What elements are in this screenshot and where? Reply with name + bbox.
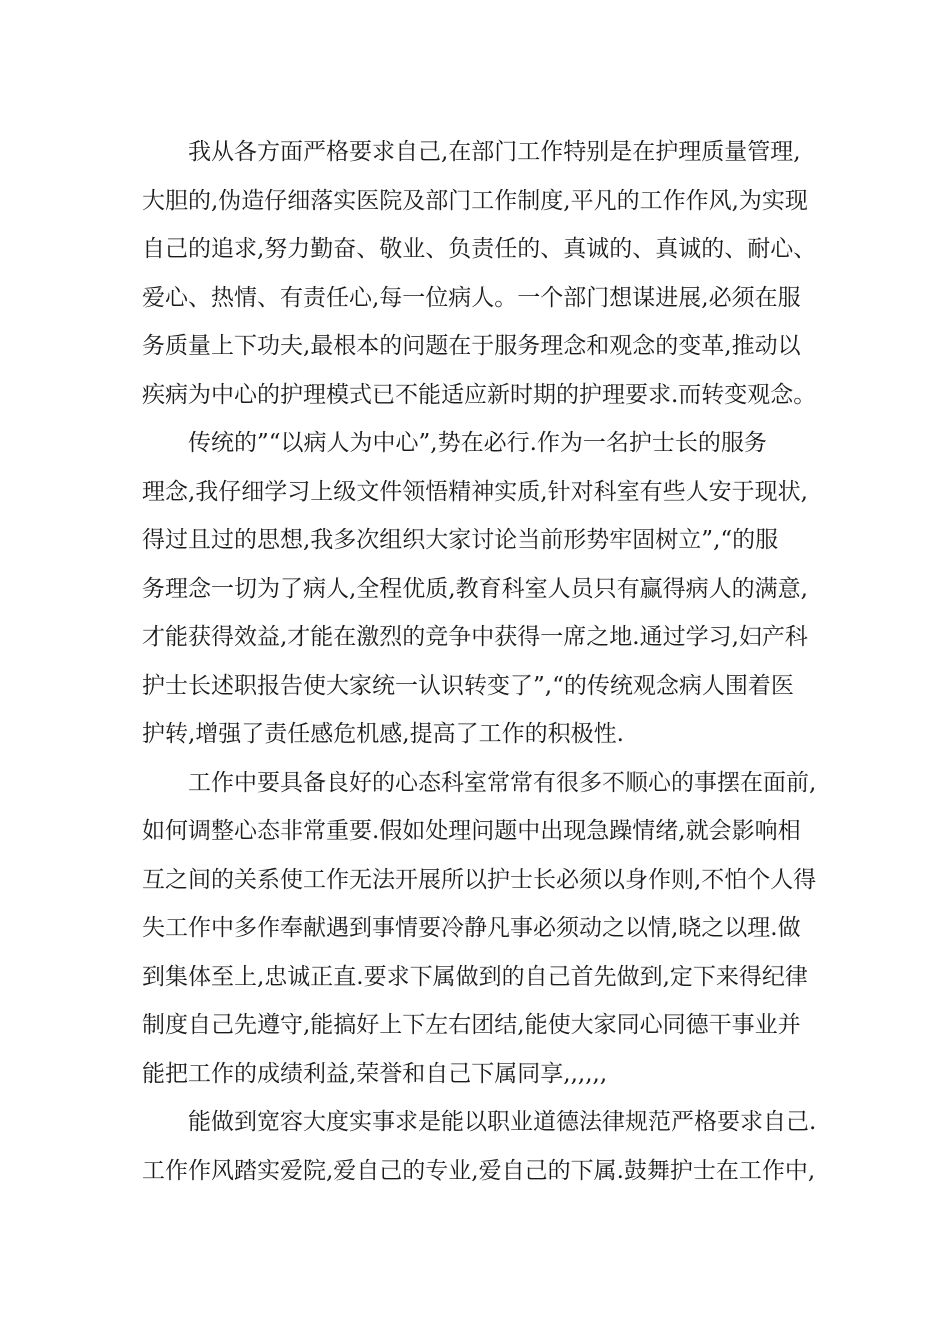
text-line: 护转,增强了责任感危机感,提高了工作的积极性.: [142, 721, 624, 747]
text-line: 理念,我仔细学习上级文件领悟精神实质,针对科室有些人安于现状,: [142, 478, 808, 505]
paragraph-3: [142, 759, 822, 1099]
text-line: 才能获得效益,才能在激烈的竞争中获得一席之地.通过学习,妇产科: [142, 624, 808, 650]
text-line: 工作中要具备良好的心态科室常常有很多不顺心的事摆在面前,: [188, 769, 817, 796]
text-line: 务质量上下功夫,最根本的问题在于服务理念和观念的变革,推动以: [142, 333, 801, 359]
text-line: 互之间的关系使工作无法开展所以护士长必须以身作则,不怕个人得: [142, 866, 817, 893]
text-line: 务理念一切为了病人,全程优质,教育科室人员只有赢得病人的满意,: [142, 575, 808, 602]
text-line: 护士长述职报告使大家统一认识转变了”,“的传统观念病人围着医: [142, 672, 794, 699]
text-line: 爱心、热情、有责任心,每一位病人。一个部门想谋进展,必须在服: [142, 284, 801, 311]
text-line: 能做到宽容大度实事求是能以职业道德法律规范严格要求自己.: [188, 1109, 817, 1135]
paragraph-2: [142, 419, 822, 759]
text-line: 我从各方面严格要求自己,在部门工作特别是在护理质量管理,: [188, 139, 801, 165]
text-line: 如何调整心态非常重要.假如处理问题中出现急躁情绪,就会影响相: [142, 818, 801, 844]
text-line: 工作作风踏实爱院,爱自己的专业,爱自己的下属.鼓舞护士在工作中,: [142, 1157, 816, 1184]
text-line: 传统的”“以病人为中心”,势在必行.作为一名护士长的服务: [188, 430, 767, 456]
text-line: 失工作中多作奉献遇到事情要冷静凡事必须动之以情,晓之以理.做: [142, 915, 801, 941]
text-line: 能把工作的成绩利益,荣誉和自己下属同享,,,,,,: [142, 1060, 608, 1087]
text-line: 自己的追求,努力勤奋、敬业、负责任的、真诚的、真诚的、耐心、: [142, 236, 817, 262]
text-line: 疾病为中心的护理模式已不能适应新时期的护理要求.而转变观念。: [142, 381, 817, 408]
document-body: [142, 128, 822, 1195]
text-line: 到集体至上,忠诚正直.要求下属做到的自己首先做到,定下来得纪律: [142, 963, 808, 990]
text-line: 大胆的,伪造仔细落实医院及部门工作制度,平凡的工作作风,为实现: [142, 187, 808, 214]
paragraph-4: [142, 1098, 822, 1195]
paragraph-1: [142, 128, 822, 419]
text-line: 得过且过的思想,我多次组织大家讨论当前形势牢固树立”,“的服: [142, 527, 779, 553]
text-line: 制度自己先遵守,能搞好上下左右团结,能使大家同心同德干事业并: [142, 1012, 801, 1038]
